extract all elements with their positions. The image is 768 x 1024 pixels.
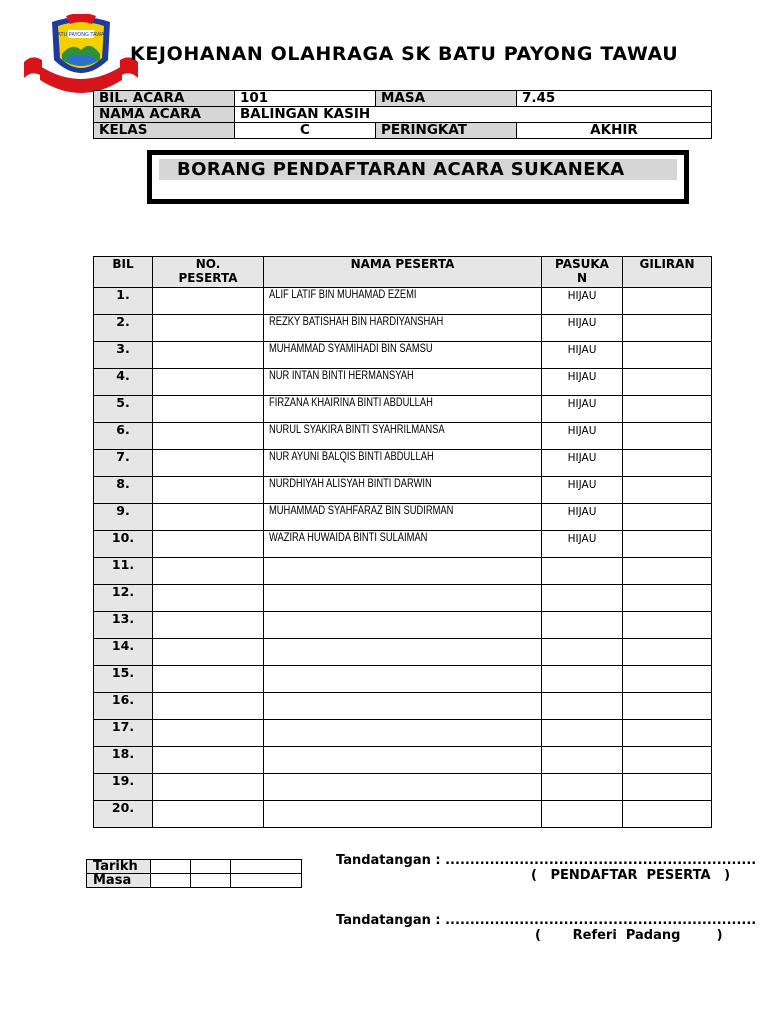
masa-cell[interactable] <box>151 874 191 888</box>
row-number: 12. <box>94 585 153 612</box>
pasukan-cell <box>542 666 623 693</box>
pasukan-cell <box>542 720 623 747</box>
peringkat-value: AKHIR <box>517 123 712 139</box>
kelas-label: KELAS <box>94 123 235 139</box>
no-peserta-cell[interactable] <box>153 585 264 612</box>
no-peserta-cell[interactable] <box>153 288 264 315</box>
pasukan-cell: HIJAU <box>542 477 623 504</box>
bil-acara-value: 101 <box>235 91 376 107</box>
nama-peserta-text: MUHAMMAD SYAHFARAZ BIN SUDIRMAN <box>269 503 454 517</box>
nama-peserta-cell <box>264 666 542 693</box>
date-time-table <box>86 859 302 888</box>
giliran-cell[interactable] <box>623 477 712 504</box>
no-peserta-cell[interactable] <box>153 531 264 558</box>
masa-value: 7.45 <box>517 91 712 107</box>
participant-row <box>94 396 712 423</box>
nama-peserta-cell <box>264 369 542 396</box>
nama-peserta-cell <box>264 639 542 666</box>
no-peserta-cell[interactable] <box>153 396 264 423</box>
nama-peserta-text: ALIF LATIF BIN MUHAMAD EZEMI <box>269 287 417 301</box>
row-number: 17. <box>94 720 153 747</box>
nama-peserta-cell <box>264 288 542 315</box>
row-number: 6. <box>94 423 153 450</box>
pasukan-cell: HIJAU <box>542 531 623 558</box>
nama-peserta-cell <box>264 693 542 720</box>
header-nama-peserta: NAMA PESERTA <box>264 257 542 288</box>
school-crest-logo <box>22 14 140 94</box>
form-title-box <box>147 150 689 204</box>
signature-role-referi: ( Referi Padang ) <box>535 928 723 943</box>
nama-peserta-text: MUHAMMAD SYAMIHADI BIN SAMSU <box>269 341 433 355</box>
giliran-cell[interactable] <box>623 315 712 342</box>
pasukan-cell: HIJAU <box>542 288 623 315</box>
nama-peserta-cell <box>264 477 542 504</box>
event-info-table <box>93 90 712 139</box>
nama-peserta-text: REZKY BATISHAH BIN HARDIYANSHAH <box>269 314 444 328</box>
giliran-cell[interactable] <box>623 693 712 720</box>
row-number: 8. <box>94 477 153 504</box>
row-number: 20. <box>94 801 153 828</box>
participant-row <box>94 423 712 450</box>
giliran-cell[interactable] <box>623 342 712 369</box>
giliran-cell[interactable] <box>623 450 712 477</box>
nama-peserta-text: WAZIRA HUWAIDA BINTI SULAIMAN <box>269 530 428 544</box>
nama-peserta-cell <box>264 423 542 450</box>
header-giliran: GILIRAN <box>623 257 712 288</box>
kelas-value: C <box>235 123 376 139</box>
nama-peserta-cell <box>264 747 542 774</box>
pasukan-cell <box>542 639 623 666</box>
giliran-cell[interactable] <box>623 747 712 774</box>
participant-row <box>94 477 712 504</box>
masa-label: MASA <box>376 91 517 107</box>
row-number: 5. <box>94 396 153 423</box>
pasukan-cell <box>542 801 623 828</box>
pasukan-cell: HIJAU <box>542 450 623 477</box>
row-number: 13. <box>94 612 153 639</box>
giliran-cell[interactable] <box>623 612 712 639</box>
header-bil: BIL <box>94 257 153 288</box>
nama-peserta-cell <box>264 504 542 531</box>
peringkat-label: PERINGKAT <box>376 123 517 139</box>
nama-peserta-text: NURDHIYAH ALISYAH BINTI DARWIN <box>269 476 432 490</box>
nama-peserta-cell <box>264 342 542 369</box>
nama-peserta-cell <box>264 585 542 612</box>
row-number: 16. <box>94 693 153 720</box>
pasukan-cell <box>542 747 623 774</box>
row-number: 2. <box>94 315 153 342</box>
pasukan-cell <box>542 693 623 720</box>
header-no-peserta <box>153 257 264 288</box>
no-peserta-cell[interactable] <box>153 693 264 720</box>
school-title: KEJOHANAN OLAHRAGA SK BATU PAYONG TAWAU <box>130 43 679 65</box>
participant-table-header <box>94 257 712 288</box>
participant-row <box>94 720 712 747</box>
pasukan-cell: HIJAU <box>542 369 623 396</box>
no-peserta-cell[interactable] <box>153 774 264 801</box>
participant-row <box>94 450 712 477</box>
participant-row <box>94 342 712 369</box>
nama-peserta-cell <box>264 450 542 477</box>
participant-row <box>94 288 712 315</box>
giliran-cell[interactable] <box>623 369 712 396</box>
no-peserta-cell[interactable] <box>153 504 264 531</box>
nama-peserta-text: NURUL SYAKIRA BINTI SYAHRILMANSA <box>269 422 445 436</box>
giliran-cell[interactable] <box>623 639 712 666</box>
nama-acara-value: BALINGAN KASIH <box>235 107 712 123</box>
header-pasukan-line1: PASUKA <box>555 257 609 271</box>
giliran-cell[interactable] <box>623 585 712 612</box>
no-peserta-cell[interactable] <box>153 558 264 585</box>
pasukan-cell: HIJAU <box>542 342 623 369</box>
pasukan-cell: HIJAU <box>542 315 623 342</box>
participant-row <box>94 558 712 585</box>
no-peserta-cell[interactable] <box>153 423 264 450</box>
nama-peserta-text: NUR INTAN BINTI HERMANSYAH <box>269 368 414 382</box>
signature-line-referi: Tandatangan : ............................................................... <box>336 913 757 928</box>
pasukan-cell <box>542 585 623 612</box>
masa-cell[interactable] <box>191 874 231 888</box>
participant-row <box>94 693 712 720</box>
giliran-cell[interactable] <box>623 423 712 450</box>
masa-footer-label: Masa <box>87 874 151 888</box>
giliran-cell[interactable] <box>623 558 712 585</box>
row-number: 18. <box>94 747 153 774</box>
participant-row <box>94 639 712 666</box>
participant-row <box>94 774 712 801</box>
giliran-cell[interactable] <box>623 774 712 801</box>
nama-peserta-text: FIRZANA KHAIRINA BINTI ABDULLAH <box>269 395 433 409</box>
participant-row <box>94 747 712 774</box>
nama-peserta-cell <box>264 396 542 423</box>
tarikh-cell[interactable] <box>191 860 231 874</box>
nama-peserta-cell <box>264 315 542 342</box>
row-number: 11. <box>94 558 153 585</box>
participant-table <box>93 256 712 828</box>
tarikh-cell[interactable] <box>151 860 191 874</box>
row-number: 3. <box>94 342 153 369</box>
giliran-cell[interactable] <box>623 666 712 693</box>
bil-acara-label: BIL. ACARA <box>94 91 235 107</box>
participant-row <box>94 666 712 693</box>
header-pasukan-line2: N <box>576 271 588 285</box>
nama-peserta-cell <box>264 801 542 828</box>
nama-peserta-cell <box>264 558 542 585</box>
pasukan-cell: HIJAU <box>542 504 623 531</box>
no-peserta-cell[interactable] <box>153 315 264 342</box>
signature-line-pendaftar: Tandatangan : ............................................................... <box>336 853 757 868</box>
header-no-peserta-line2: PESERTA <box>178 271 238 285</box>
participant-row <box>94 585 712 612</box>
no-peserta-cell[interactable] <box>153 612 264 639</box>
participant-row <box>94 369 712 396</box>
signature-role-pendaftar: ( PENDAFTAR PESERTA ) <box>531 868 731 883</box>
participant-row <box>94 612 712 639</box>
pasukan-cell: HIJAU <box>542 396 623 423</box>
header-no-peserta-line1: NO. <box>195 257 221 271</box>
giliran-cell[interactable] <box>623 396 712 423</box>
giliran-cell[interactable] <box>623 720 712 747</box>
row-number: 14. <box>94 639 153 666</box>
masa-cell[interactable] <box>231 874 302 888</box>
no-peserta-cell[interactable] <box>153 801 264 828</box>
giliran-cell[interactable] <box>623 288 712 315</box>
giliran-cell[interactable] <box>623 801 712 828</box>
nama-peserta-cell <box>264 531 542 558</box>
nama-peserta-cell <box>264 612 542 639</box>
nama-peserta-text: NUR AYUNI BALQIS BINTI ABDULLAH <box>269 449 434 463</box>
row-number: 9. <box>94 504 153 531</box>
tarikh-label: Tarikh <box>87 860 151 874</box>
pasukan-cell <box>542 612 623 639</box>
participant-row <box>94 315 712 342</box>
participant-row <box>94 531 712 558</box>
header-pasukan <box>542 257 623 288</box>
participant-row <box>94 504 712 531</box>
row-number: 19. <box>94 774 153 801</box>
row-number: 7. <box>94 450 153 477</box>
nama-acara-label: NAMA ACARA <box>94 107 235 123</box>
no-peserta-cell[interactable] <box>153 666 264 693</box>
row-number: 1. <box>94 288 153 315</box>
no-peserta-cell[interactable] <box>153 342 264 369</box>
row-number: 15. <box>94 666 153 693</box>
participant-row <box>94 801 712 828</box>
no-peserta-cell[interactable] <box>153 720 264 747</box>
row-number: 4. <box>94 369 153 396</box>
pasukan-cell <box>542 774 623 801</box>
giliran-cell[interactable] <box>623 504 712 531</box>
giliran-cell[interactable] <box>623 531 712 558</box>
no-peserta-cell[interactable] <box>153 450 264 477</box>
pasukan-cell <box>542 558 623 585</box>
no-peserta-cell[interactable] <box>153 477 264 504</box>
row-number: 10. <box>94 531 153 558</box>
form-title: BORANG PENDAFTARAN ACARA SUKANEKA <box>159 159 677 180</box>
tarikh-cell[interactable] <box>231 860 302 874</box>
nama-peserta-cell <box>264 720 542 747</box>
no-peserta-cell[interactable] <box>153 639 264 666</box>
pasukan-cell: HIJAU <box>542 423 623 450</box>
svg-text:BATU PAYONG TAWAU: BATU PAYONG TAWAU <box>54 32 108 38</box>
no-peserta-cell[interactable] <box>153 369 264 396</box>
nama-peserta-cell <box>264 774 542 801</box>
no-peserta-cell[interactable] <box>153 747 264 774</box>
